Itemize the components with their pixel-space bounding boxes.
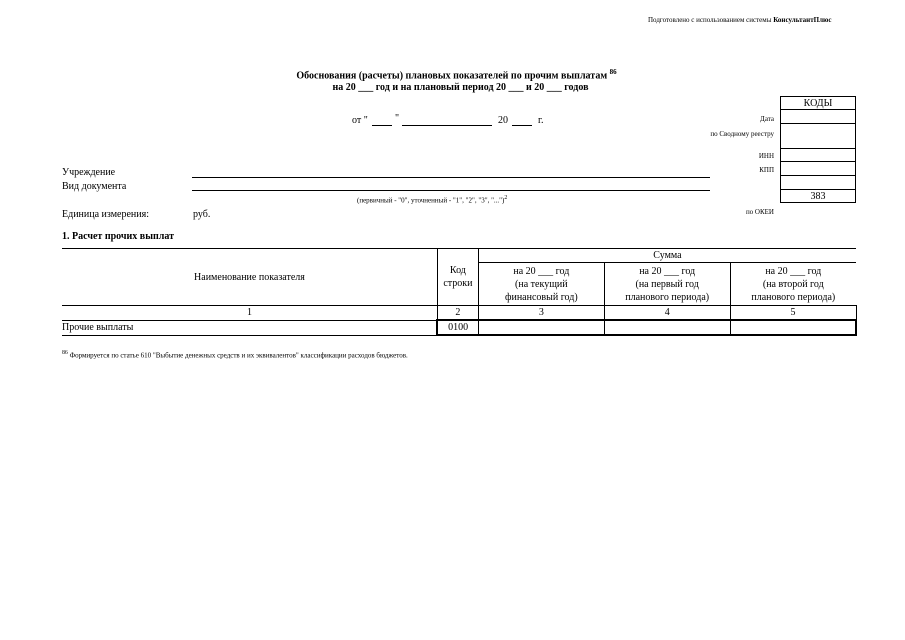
doc-type-line[interactable]: [192, 190, 710, 191]
codes-value-kpp[interactable]: [781, 162, 856, 176]
codes-label-date: Дата: [760, 115, 774, 123]
table-row: [62, 320, 856, 335]
sum-col-3-line3: планового периода): [751, 291, 836, 303]
doc-type-label: Вид документа: [62, 181, 127, 192]
row-value-1[interactable]: [478, 320, 604, 335]
header-sum-col-1: [478, 263, 604, 306]
col-number-4: 4: [604, 306, 730, 321]
title-footnote-ref: 86: [609, 68, 617, 76]
codes-value-okei[interactable]: 383: [781, 190, 856, 203]
footnote: [62, 350, 408, 359]
codes-label-kpp: КПП: [759, 166, 774, 174]
sum-col-1-line1: на 20 ___ год: [513, 265, 570, 277]
source-prefix: Подготовлено с использованием системы: [648, 16, 774, 24]
col-number-5: 5: [730, 306, 856, 321]
codes-value-inn[interactable]: [781, 149, 856, 162]
row-value-3[interactable]: [730, 320, 856, 335]
section-title: 1. Расчет прочих выплат: [62, 231, 175, 242]
date-suffix: г.: [538, 115, 544, 126]
doc-type-hint: [357, 195, 507, 204]
sum-col-2-line1: на 20 ___ год: [639, 265, 696, 277]
doc-type-hint-sup: 2: [504, 195, 508, 201]
institution-line[interactable]: [192, 177, 710, 178]
date-quote: ": [395, 113, 400, 124]
sum-col-3-line1: на 20 ___ год: [765, 265, 822, 277]
codes-label-inn: ИНН: [758, 152, 774, 160]
unit-label: Единица измерения:: [62, 209, 149, 220]
sum-col-3-line2: (на второй год: [762, 278, 824, 290]
row-code: 0100: [437, 320, 478, 335]
header-code-text: Код строки: [443, 265, 473, 289]
codes-value-date[interactable]: [781, 110, 856, 124]
footnote-mark: 86: [62, 350, 68, 356]
codes-label-registry: по Сводному реестру: [710, 130, 774, 138]
sum-col-1-line3: финансовый год): [504, 291, 578, 303]
col-number-1: 1: [62, 306, 437, 321]
institution-label: Учреждение: [62, 167, 116, 178]
title-line1: Обоснования (расчеты) плановых показателей по прочим выплатам: [296, 70, 608, 82]
header-code: [437, 249, 478, 306]
col-number-3: 3: [478, 306, 604, 321]
date-year-line: [512, 125, 532, 126]
title-line2: на 20 ___ год и на плановый период 20 ___ и 20 ___ годов: [332, 82, 589, 93]
codes-header: КОДЫ: [781, 97, 856, 110]
row-name: Прочие выплаты: [62, 320, 437, 335]
row-value-2[interactable]: [604, 320, 730, 335]
footnote-text: Формируется по статье 610 "Выбытие денежных средств и их эквивалентов" классификации расходов бюджетов.: [69, 351, 408, 360]
sum-col-1-line2: (на текущий: [515, 278, 568, 290]
unit-value: руб.: [193, 209, 211, 220]
codes-table: [780, 96, 856, 203]
calc-table: [62, 248, 857, 336]
date-prefix: от ": [352, 115, 368, 126]
date-day-line: [372, 125, 392, 126]
codes-label-okei: по ОКЕИ: [745, 208, 774, 216]
header-sum: Сумма: [478, 249, 856, 263]
doc-type-hint-text: (первичный - "0", уточненный - "1", "2", "3", "..."): [357, 196, 505, 205]
source-brand: КонсультантПлюс: [773, 16, 832, 24]
sum-col-2-line2: (на первый год: [635, 278, 699, 290]
codes-value-empty[interactable]: [781, 176, 856, 190]
sum-col-2-line3: планового периода): [625, 291, 710, 303]
header-sum-col-3: [730, 263, 856, 306]
document-title: [0, 68, 905, 81]
codes-value-registry[interactable]: [781, 124, 856, 149]
header-sum-col-2: [604, 263, 730, 306]
header-name: Наименование показателя: [62, 249, 437, 306]
col-number-2: 2: [437, 306, 478, 321]
date-year: 20: [498, 115, 508, 126]
date-month-line: [402, 125, 492, 126]
source-note: [648, 16, 831, 24]
